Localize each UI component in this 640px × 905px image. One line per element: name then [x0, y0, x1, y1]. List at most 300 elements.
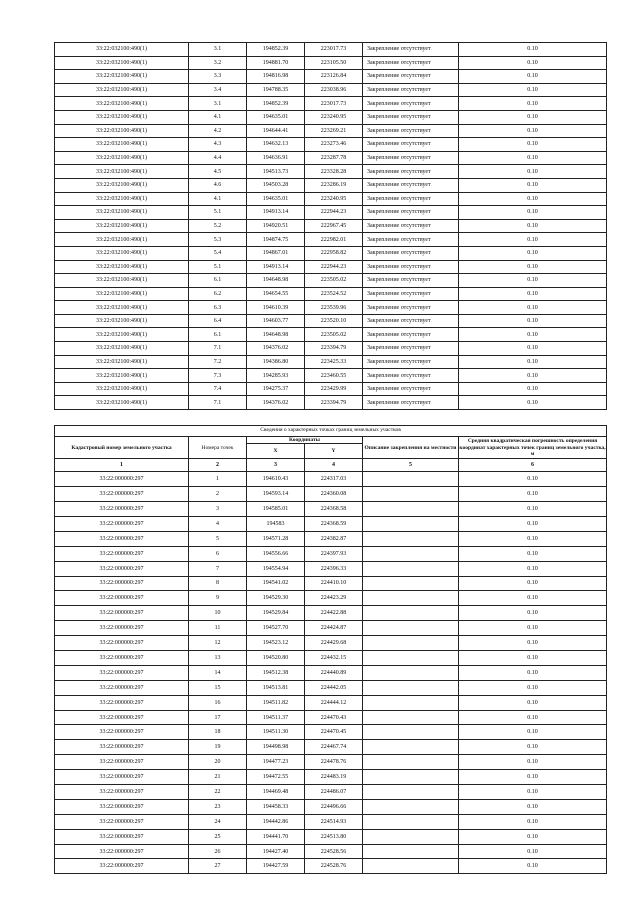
table-row [55, 651, 607, 666]
table-row [55, 636, 607, 651]
point-number-cell: 4 [189, 516, 247, 531]
coord-y-cell: 224397.93 [305, 546, 363, 561]
error-cell: 0.10 [459, 396, 607, 410]
description-cell: Закрепление отсутствует [363, 287, 459, 301]
cadastral-number-cell: 33:22:032100:490(1) [55, 274, 189, 288]
description-cell: Закрепление отсутствует [363, 328, 459, 342]
coord-y-cell: 223328.28 [305, 165, 363, 179]
error-cell: 0.10 [459, 328, 607, 342]
point-number-cell: 14 [189, 665, 247, 680]
cadastral-number-cell: 33:22:000000:297 [55, 502, 189, 517]
point-number-cell: 12 [189, 636, 247, 651]
point-number-cell: 7.1 [189, 342, 247, 356]
error-cell: 0.10 [459, 260, 607, 274]
table-row [55, 770, 607, 785]
coord-x-cell: 194654.55 [247, 287, 305, 301]
table-row [55, 274, 607, 288]
description-cell: Закрепление отсутствует [363, 83, 459, 97]
coord-x-cell: 194513.81 [247, 680, 305, 695]
coord-x-cell: 194556.66 [247, 546, 305, 561]
table-row [55, 695, 607, 710]
coord-x-cell: 194472.55 [247, 770, 305, 785]
error-cell: 0.10 [459, 151, 607, 165]
coord-x-cell: 194513.73 [247, 165, 305, 179]
coord-y-cell: 224528.56 [305, 844, 363, 859]
coord-y-cell: 224470.43 [305, 710, 363, 725]
point-number-cell: 8 [189, 576, 247, 591]
cadastral-number-cell: 33:22:032100:490(1) [55, 314, 189, 328]
boundary-points-table-body [55, 472, 607, 874]
point-number-cell: 27 [189, 859, 247, 874]
error-cell: 0.10 [459, 636, 607, 651]
table-row [55, 814, 607, 829]
table-row [55, 260, 607, 274]
point-number-cell: 13 [189, 651, 247, 666]
coord-x-cell: 194788.35 [247, 83, 305, 97]
header-x: X [247, 444, 305, 459]
error-cell: 0.10 [459, 70, 607, 84]
error-cell: 0.10 [459, 785, 607, 800]
point-number-cell: 4.2 [189, 124, 247, 138]
column-number: 1 [55, 459, 189, 472]
error-cell: 0.10 [459, 178, 607, 192]
cadastral-number-cell: 33:22:032100:490(1) [55, 246, 189, 260]
coord-x-cell: 194441.70 [247, 829, 305, 844]
coord-x-cell: 194603.77 [247, 314, 305, 328]
cadastral-number-cell: 33:22:000000:297 [55, 844, 189, 859]
coord-x-cell: 194458.33 [247, 799, 305, 814]
coord-y-cell: 224440.89 [305, 665, 363, 680]
coordinates-table-continued [54, 42, 607, 410]
coord-y-cell: 223273.46 [305, 138, 363, 152]
error-cell: 0.10 [459, 165, 607, 179]
cadastral-number-cell: 33:22:032100:490(1) [55, 165, 189, 179]
coord-x-cell: 194511.37 [247, 710, 305, 725]
error-cell: 0.10 [459, 740, 607, 755]
point-number-cell: 17 [189, 710, 247, 725]
description-cell [363, 531, 459, 546]
coord-y-cell: 224424.87 [305, 621, 363, 636]
coord-x-cell: 194644.41 [247, 124, 305, 138]
table-row [55, 785, 607, 800]
point-number-cell: 7 [189, 561, 247, 576]
cadastral-number-cell: 33:22:000000:297 [55, 770, 189, 785]
error-cell: 0.10 [459, 355, 607, 369]
description-cell [363, 546, 459, 561]
point-number-cell: 6 [189, 546, 247, 561]
coord-x-cell: 194498.98 [247, 740, 305, 755]
cadastral-number-cell: 33:22:000000:297 [55, 740, 189, 755]
header-error: Средняя квадратическая погрешность определения координат характерных точек границ земельного участка, м [459, 438, 606, 457]
coord-y-cell: 222944.23 [305, 260, 363, 274]
coord-x-cell: 194503.28 [247, 178, 305, 192]
description-cell: Закрепление отсутствует [363, 301, 459, 315]
error-cell: 0.10 [459, 287, 607, 301]
coord-x-cell: 194881.70 [247, 56, 305, 70]
point-number-cell: 6.1 [189, 274, 247, 288]
header-coordinates: Координаты [247, 437, 363, 444]
coord-x-cell: 194636.91 [247, 151, 305, 165]
table-row [55, 799, 607, 814]
cadastral-number-cell: 33:22:000000:297 [55, 725, 189, 740]
table-row [55, 56, 607, 70]
coord-x-cell: 194874.75 [247, 233, 305, 247]
cadastral-number-cell: 33:22:032100:490(1) [55, 260, 189, 274]
table-row [55, 755, 607, 770]
coord-y-cell: 224528.76 [305, 859, 363, 874]
coord-y-cell: 223038.96 [305, 83, 363, 97]
error-cell: 0.10 [459, 859, 607, 874]
coord-y-cell: 223105.50 [305, 56, 363, 70]
description-cell: Закрепление отсутствует [363, 56, 459, 70]
error-cell: 0.10 [459, 301, 607, 315]
point-number-cell: 7.4 [189, 382, 247, 396]
coord-x-cell: 194610.39 [247, 301, 305, 315]
header-row [55, 437, 607, 444]
point-number-cell: 7.2 [189, 355, 247, 369]
table-row [55, 606, 607, 621]
table-row [55, 487, 607, 502]
cadastral-number-cell: 33:22:032100:490(1) [55, 178, 189, 192]
point-number-cell: 19 [189, 740, 247, 755]
table-row [55, 516, 607, 531]
point-number-cell: 22 [189, 785, 247, 800]
coord-y-cell: 224483.19 [305, 770, 363, 785]
coord-x-cell: 194913.14 [247, 206, 305, 220]
coord-x-cell: 194442.86 [247, 814, 305, 829]
description-cell: Закрепление отсутствует [363, 382, 459, 396]
point-number-cell: 3.3 [189, 70, 247, 84]
coord-y-cell: 224432.15 [305, 651, 363, 666]
error-cell: 0.10 [459, 342, 607, 356]
coord-y-cell: 224478.76 [305, 755, 363, 770]
cadastral-number-cell: 33:22:032100:490(1) [55, 138, 189, 152]
cadastral-number-cell: 33:22:032100:490(1) [55, 328, 189, 342]
point-number-cell: 4.6 [189, 178, 247, 192]
error-cell: 0.10 [459, 56, 607, 70]
error-cell: 0.10 [459, 516, 607, 531]
table-row [55, 206, 607, 220]
table-row [55, 165, 607, 179]
coord-y-cell: 224422.88 [305, 606, 363, 621]
cadastral-number-cell: 33:22:000000:297 [55, 799, 189, 814]
cadastral-number-cell: 33:22:000000:297 [55, 680, 189, 695]
table-row [55, 591, 607, 606]
coord-y-cell: 223524.52 [305, 287, 363, 301]
coord-y-cell: 223240.95 [305, 110, 363, 124]
error-cell: 0.10 [459, 770, 607, 785]
description-cell [363, 829, 459, 844]
table-row [55, 725, 607, 740]
cadastral-number-cell: 33:22:032100:490(1) [55, 355, 189, 369]
cadastral-number-cell: 33:22:000000:297 [55, 546, 189, 561]
description-cell [363, 710, 459, 725]
cadastral-number-cell: 33:22:032100:490(1) [55, 396, 189, 410]
point-number-cell: 7.3 [189, 369, 247, 383]
table-row [55, 740, 607, 755]
coord-y-cell: 223539.96 [305, 301, 363, 315]
description-cell: Закрепление отсутствует [363, 233, 459, 247]
cadastral-number-cell: 33:22:032100:490(1) [55, 56, 189, 70]
table-row [55, 710, 607, 725]
cadastral-number-cell: 33:22:000000:297 [55, 561, 189, 576]
description-cell [363, 472, 459, 487]
description-cell [363, 814, 459, 829]
table-row [55, 43, 607, 57]
description-cell [363, 725, 459, 740]
table-row [55, 287, 607, 301]
error-cell: 0.10 [459, 110, 607, 124]
point-number-cell: 3 [189, 502, 247, 517]
point-number-cell: 4.1 [189, 192, 247, 206]
coord-y-cell: 224360.08 [305, 487, 363, 502]
point-number-cell: 6.1 [189, 328, 247, 342]
point-number-cell: 4.5 [189, 165, 247, 179]
table-row [55, 178, 607, 192]
cadastral-number-cell: 33:22:000000:297 [55, 651, 189, 666]
table-row [55, 110, 607, 124]
description-cell: Закрепление отсутствует [363, 396, 459, 410]
point-number-cell: 7.1 [189, 396, 247, 410]
description-cell [363, 770, 459, 785]
description-cell: Закрепление отсутствует [363, 246, 459, 260]
coord-x-cell: 194920.51 [247, 219, 305, 233]
table-title: Сведения о характерных точках границ земельных участков [55, 426, 607, 437]
cadastral-number-cell: 33:22:032100:490(1) [55, 43, 189, 57]
coord-y-cell: 223425.33 [305, 355, 363, 369]
error-cell: 0.10 [459, 844, 607, 859]
coord-y-cell: 223394.79 [305, 396, 363, 410]
coord-y-cell: 222967.45 [305, 219, 363, 233]
error-cell: 0.10 [459, 546, 607, 561]
coord-y-cell: 224486.07 [305, 785, 363, 800]
coord-y-cell: 222944.23 [305, 206, 363, 220]
cadastral-number-cell: 33:22:032100:490(1) [55, 70, 189, 84]
error-cell: 0.10 [459, 274, 607, 288]
error-cell: 0.10 [459, 755, 607, 770]
coord-x-cell: 194852.39 [247, 43, 305, 57]
error-cell: 0.10 [459, 814, 607, 829]
cadastral-number-cell: 33:22:032100:490(1) [55, 287, 189, 301]
point-number-cell: 16 [189, 695, 247, 710]
cadastral-number-cell: 33:22:000000:297 [55, 785, 189, 800]
coord-y-cell: 222958.82 [305, 246, 363, 260]
error-cell: 0.10 [459, 829, 607, 844]
coord-x-cell: 194285.93 [247, 369, 305, 383]
table-row [55, 342, 607, 356]
coord-x-cell: 194541.02 [247, 576, 305, 591]
coord-x-cell: 194512.38 [247, 665, 305, 680]
table-row [55, 369, 607, 383]
column-number: 6 [459, 459, 607, 472]
point-number-cell: 23 [189, 799, 247, 814]
coord-x-cell: 194529.30 [247, 591, 305, 606]
coord-x-cell: 194469.48 [247, 785, 305, 800]
coord-y-cell: 223240.95 [305, 192, 363, 206]
column-number: 4 [305, 459, 363, 472]
coord-x-cell: 194554.94 [247, 561, 305, 576]
cadastral-number-cell: 33:22:000000:297 [55, 531, 189, 546]
cadastral-number-cell: 33:22:000000:297 [55, 695, 189, 710]
error-cell: 0.10 [459, 576, 607, 591]
point-number-cell: 5 [189, 531, 247, 546]
table-row [55, 859, 607, 874]
coord-x-cell: 194427.40 [247, 844, 305, 859]
table-row [55, 546, 607, 561]
table-row [55, 621, 607, 636]
coord-y-cell: 224368.58 [305, 502, 363, 517]
point-number-cell: 6.2 [189, 287, 247, 301]
point-number-cell: 18 [189, 725, 247, 740]
coord-x-cell: 194520.80 [247, 651, 305, 666]
error-cell: 0.10 [459, 680, 607, 695]
coord-y-cell: 223269.21 [305, 124, 363, 138]
coord-x-cell: 194585.01 [247, 502, 305, 517]
point-number-cell: 20 [189, 755, 247, 770]
coord-x-cell: 194610.43 [247, 472, 305, 487]
table-row [55, 314, 607, 328]
point-number-cell: 4.4 [189, 151, 247, 165]
description-cell [363, 755, 459, 770]
cadastral-number-cell: 33:22:000000:297 [55, 576, 189, 591]
cadastral-number-cell: 33:22:032100:490(1) [55, 97, 189, 111]
description-cell [363, 502, 459, 517]
point-number-cell: 1 [189, 472, 247, 487]
coord-y-cell: 224513.80 [305, 829, 363, 844]
table-row [55, 192, 607, 206]
coord-y-cell: 224514.93 [305, 814, 363, 829]
description-cell [363, 651, 459, 666]
coord-y-cell: 224382.87 [305, 531, 363, 546]
description-cell [363, 487, 459, 502]
cadastral-number-cell: 33:22:032100:490(1) [55, 382, 189, 396]
point-number-cell: 5.2 [189, 219, 247, 233]
table-row [55, 138, 607, 152]
error-cell: 0.10 [459, 710, 607, 725]
header-description: Описание закрепления на местности [363, 437, 459, 459]
boundary-points-table [54, 425, 607, 874]
coord-y-cell: 224396.33 [305, 561, 363, 576]
cadastral-number-cell: 33:22:032100:490(1) [55, 369, 189, 383]
coord-x-cell: 194648.98 [247, 274, 305, 288]
description-cell: Закрепление отсутствует [363, 178, 459, 192]
coord-y-cell: 224467.74 [305, 740, 363, 755]
coord-x-cell: 194427.59 [247, 859, 305, 874]
point-number-cell: 25 [189, 829, 247, 844]
coord-y-cell: 223017.73 [305, 97, 363, 111]
error-cell: 0.10 [459, 651, 607, 666]
error-cell: 0.10 [459, 382, 607, 396]
cadastral-number-cell: 33:22:032100:490(1) [55, 83, 189, 97]
table-row [55, 382, 607, 396]
point-number-cell: 6.3 [189, 301, 247, 315]
coord-x-cell: 194527.70 [247, 621, 305, 636]
header-cadastral-number: Кадастровый номер земельного участка [55, 437, 189, 459]
coord-y-cell: 224442.05 [305, 680, 363, 695]
point-number-cell: 2 [189, 487, 247, 502]
coord-x-cell: 194477.23 [247, 755, 305, 770]
coord-y-cell: 223287.78 [305, 151, 363, 165]
point-number-cell: 3.4 [189, 83, 247, 97]
description-cell: Закрепление отсутствует [363, 219, 459, 233]
error-cell: 0.10 [459, 43, 607, 57]
coord-x-cell: 194523.12 [247, 636, 305, 651]
description-cell: Закрепление отсутствует [363, 206, 459, 220]
table-row [55, 70, 607, 84]
cadastral-number-cell: 33:22:032100:490(1) [55, 124, 189, 138]
description-cell [363, 665, 459, 680]
description-cell [363, 740, 459, 755]
coord-x-cell: 194275.37 [247, 382, 305, 396]
coord-x-cell: 194376.02 [247, 396, 305, 410]
coord-x-cell: 194511.30 [247, 725, 305, 740]
coord-y-cell: 224470.45 [305, 725, 363, 740]
table-row [55, 844, 607, 859]
table-row [55, 355, 607, 369]
description-cell: Закрепление отсутствует [363, 369, 459, 383]
coord-x-cell: 194386.80 [247, 355, 305, 369]
cadastral-number-cell: 33:22:000000:297 [55, 516, 189, 531]
description-cell [363, 636, 459, 651]
point-number-cell: 24 [189, 814, 247, 829]
table-row [55, 561, 607, 576]
coord-y-cell: 224496.66 [305, 799, 363, 814]
cadastral-number-cell: 33:22:000000:297 [55, 859, 189, 874]
error-cell: 0.10 [459, 606, 607, 621]
description-cell: Закрепление отсутствует [363, 192, 459, 206]
cadastral-number-cell: 33:22:032100:490(1) [55, 301, 189, 315]
description-cell [363, 799, 459, 814]
cadastral-number-cell: 33:22:000000:297 [55, 814, 189, 829]
description-cell: Закрепление отсутствует [363, 110, 459, 124]
coord-x-cell: 194648.98 [247, 328, 305, 342]
description-cell [363, 591, 459, 606]
description-cell: Закрепление отсутствует [363, 260, 459, 274]
coord-y-cell: 223505.02 [305, 328, 363, 342]
error-cell: 0.10 [459, 219, 607, 233]
cadastral-number-cell: 33:22:000000:297 [55, 710, 189, 725]
error-cell: 0.10 [459, 83, 607, 97]
table-title-row [55, 426, 607, 437]
coord-y-cell: 223286.19 [305, 178, 363, 192]
description-cell: Закрепление отсутствует [363, 43, 459, 57]
error-cell: 0.10 [459, 531, 607, 546]
error-cell: 0.10 [459, 502, 607, 517]
description-cell [363, 680, 459, 695]
table-row [55, 680, 607, 695]
table-row [55, 83, 607, 97]
coord-x-cell: 194632.13 [247, 138, 305, 152]
cadastral-number-cell: 33:22:000000:297 [55, 606, 189, 621]
header-y: Y [305, 444, 363, 459]
point-number-cell: 21 [189, 770, 247, 785]
description-cell [363, 785, 459, 800]
point-number-cell: 5.1 [189, 206, 247, 220]
description-cell [363, 516, 459, 531]
error-cell: 0.10 [459, 124, 607, 138]
table-row [55, 829, 607, 844]
error-cell: 0.10 [459, 665, 607, 680]
table-row [55, 472, 607, 487]
table-row [55, 502, 607, 517]
description-cell: Закрепление отсутствует [363, 138, 459, 152]
cadastral-number-cell: 33:22:000000:297 [55, 472, 189, 487]
table-row [55, 246, 607, 260]
error-cell: 0.10 [459, 369, 607, 383]
description-cell [363, 576, 459, 591]
coord-x-cell: 194816.98 [247, 70, 305, 84]
cadastral-number-cell: 33:22:000000:297 [55, 487, 189, 502]
